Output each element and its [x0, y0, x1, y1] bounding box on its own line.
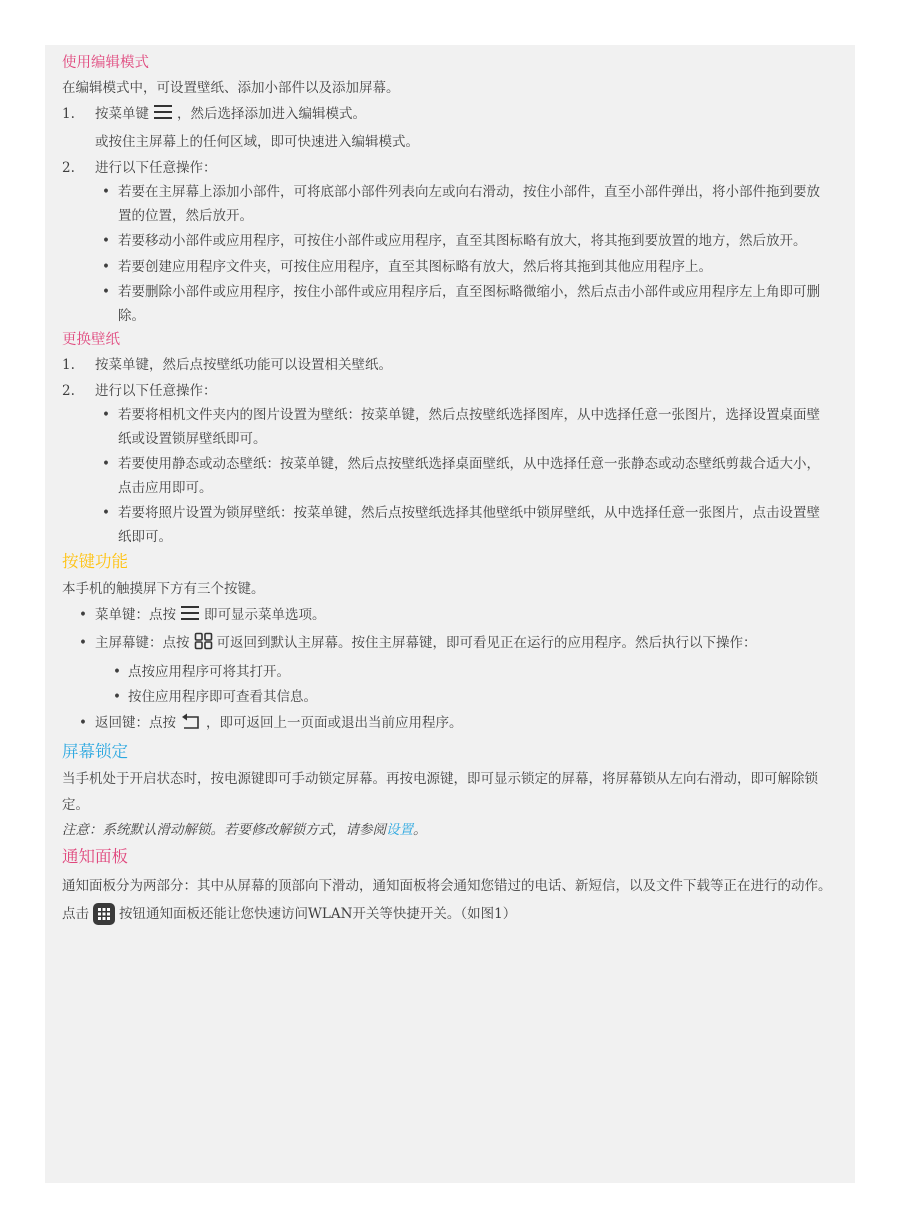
apps-grid-icon: [93, 903, 115, 931]
document-content: [62, 54, 832, 931]
back-arrow-icon: [180, 712, 202, 740]
edit-mode-step-2: 2. 进行以下任意操作：: [62, 159, 217, 176]
wallpaper-step-1: 1. 按菜单键，然后点按壁纸功能可以设置相关壁纸。: [62, 357, 392, 373]
menu-icon: [180, 604, 200, 632]
list-item: • 若要创建应用程序文件夹，可按住应用程序，直至其图标略有放大，然后将其拖到其他应用程序上。: [102, 258, 712, 275]
lock-note: 注意：系统默认滑动解锁。若要修改解锁方式，请参阅设置。: [62, 822, 427, 838]
edit-mode-step-1: 1. 按菜单键 ，然后选择添加进入编辑模式。: [62, 102, 832, 131]
list-item: • 若要在主屏幕上添加小部件，可将底部小部件列表向左或向右滑动，按住小部件，直至小部件弹出，将小部件拖到要放置的位置，然后放开。: [102, 184, 820, 224]
edit-mode-intro: 在编辑模式中，可设置壁纸、添加小部件以及添加屏幕。: [62, 80, 400, 96]
list-item: • 若要将相机文件夹内的图片设置为壁纸：按菜单键，然后点按壁纸选择图库，从中选择任意一张图片，选择设置桌面壁纸或设置锁屏壁纸即可。: [102, 407, 820, 447]
list-item: • 若要删除小部件或应用程序，按住小部件或应用程序后，直至图标略微缩小，然后点击小部件或应用程序左上角即可删除。: [102, 284, 820, 324]
list-item: • 按住应用程序即可查看其信息。: [113, 689, 317, 705]
notification-text: 通知面板分为两部分：其中从屏幕的顶部向下滑动，通知面板将会通知您错过的电话、新短信，以及文件下载等正在进行的动作。 点击 按钮通知面板还能让您快速访问WLAN开关等快捷开关。（如图1）: [62, 872, 832, 931]
keys-intro: 本手机的触摸屏下方有三个按键。: [62, 581, 265, 597]
wallpaper-step-2: 2. 进行以下任意操作：: [62, 382, 217, 399]
section-heading-edit-mode: 使用编辑模式: [62, 55, 149, 71]
settings-link[interactable]: 设置: [386, 822, 413, 838]
list-item: • 若要使用静态或动态壁纸：按菜单键，然后点按壁纸选择桌面壁纸，从中选择任意一张静态或动态壁纸剪裁合适大小，点击应用即可。: [102, 456, 820, 496]
list-item: • 点按应用程序可将其打开。: [113, 663, 290, 680]
list-item-back-key: • 返回键：点按 ，即可返回上一页面或退出当前应用程序。: [62, 711, 832, 740]
home-grid-icon: [194, 632, 213, 660]
section-heading-wallpaper: 更换壁纸: [62, 332, 120, 348]
document-page: [45, 45, 855, 1183]
list-item-home-key: • 主屏幕键：点按 可返回到默认主屏幕。按住主屏幕键，即可看见正在运行的应用程序。然后执行以下操作：: [62, 631, 832, 660]
menu-icon: [153, 103, 173, 131]
section-heading-notification: 通知面板: [62, 846, 128, 866]
list-item: • 若要将照片设置为锁屏壁纸：按菜单键，然后点按壁纸选择其他壁纸中锁屏壁纸，从中选择任意一张图片，点击设置壁纸即可。: [102, 505, 820, 545]
list-item: • 若要移动小部件或应用程序，可按住小部件或应用程序，直至其图标略有放大，将其拖到要放置的地方，然后放开。: [102, 233, 807, 249]
lock-text: 当手机处于开启状态时，按电源键即可手动锁定屏幕。再按电源键，即可显示锁定的屏幕，将屏幕锁从左向右滑动，即可解除锁定。: [62, 771, 818, 813]
section-heading-keys: 按键功能: [62, 552, 128, 571]
list-item-menu-key: • 菜单键：点按 即可显示菜单选项。: [62, 603, 832, 632]
section-heading-lock: 屏幕锁定: [62, 742, 128, 761]
edit-mode-step-1-continued: 或按住主屏幕上的任何区域，即可快速进入编辑模式。: [95, 134, 419, 150]
